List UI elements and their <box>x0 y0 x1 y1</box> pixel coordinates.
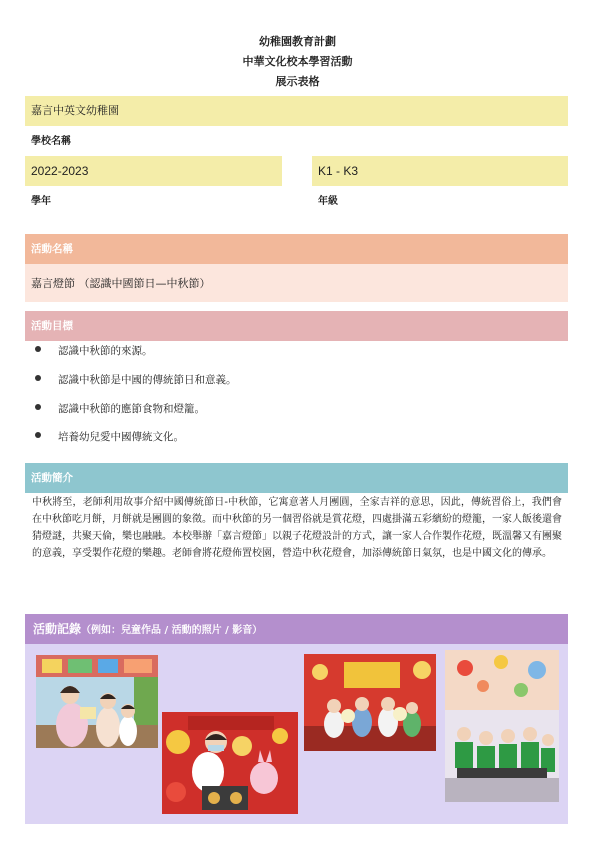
grade-label: 年級 <box>318 196 338 207</box>
record-header-subtext: （例如：兒童作品 / 活動的照片 / 影音） <box>81 625 263 636</box>
school-year-value: 2022-2023 <box>31 164 89 178</box>
school-name-field <box>25 96 568 126</box>
school-name-label: 學校名稱 <box>31 136 71 147</box>
activity-name-header <box>25 234 568 264</box>
activity-name-header-text: 活動名稱 <box>31 243 73 255</box>
children-group-photo-icon <box>445 650 559 802</box>
doc-title-line2: 中華文化校本學習活動 <box>242 55 353 68</box>
objectives-header <box>25 311 568 341</box>
objective-item: 培養幼兒愛中國傳統文化。 <box>58 431 184 443</box>
activity-name-value: 嘉言燈節 （認識中國節日—中秋節） <box>31 277 211 290</box>
grade-value: K1 - K3 <box>318 164 359 178</box>
intro-paragraph: 中秋將至，老師利用故事介紹中國傳統節日-中秋節，它寓意著人月團圓，全家吉祥的意思，因此，傳統習俗上，我們會在中秋節吃月餅，月餅就是團圓的象徵。而中秋節的另一個習俗就是賞花燈，四處掛滿五彩繽紛的燈籠，一家人飯後還會猜燈謎，共聚天倫，樂也融融。本校舉辦「嘉言燈節」以親子花燈設計的方式，讓一家人合作製作花燈，既溫馨又有團聚的意義，享受製作花燈的樂趣。老師會將花燈佈置校園，營造中秋花燈會，加添傳統節日氣氛，也是中國文化的傳承。 <box>32 497 562 559</box>
intro-header-text: 活動簡介 <box>31 472 73 484</box>
school-year-label: 學年 <box>31 196 51 207</box>
classroom-story-photo-icon <box>36 655 158 748</box>
doc-title-line3: 展示表格 <box>275 75 320 88</box>
bullet-icon <box>35 404 41 410</box>
school-year-field <box>25 156 282 186</box>
objective-item: 認識中秋節是中國的傳統節日和意義。 <box>58 374 237 386</box>
activity-name-field <box>25 264 568 302</box>
grade-field <box>312 156 568 186</box>
objective-item: 認識中秋節的應節食物和燈籠。 <box>58 403 205 415</box>
intro-header <box>25 463 568 493</box>
school-name-value: 嘉言中英文幼稚園 <box>31 104 119 117</box>
lantern-display-photo-icon <box>304 654 436 751</box>
lantern-craft-photo-icon <box>162 712 298 814</box>
bullet-icon <box>35 375 41 381</box>
record-header-text: 活動記錄 <box>33 622 82 636</box>
objective-item: 認識中秋節的來源。 <box>58 345 153 357</box>
objectives-header-text: 活動目標 <box>31 320 73 332</box>
doc-title-line1: 幼稚園教育計劃 <box>259 35 336 48</box>
bullet-icon <box>35 346 41 352</box>
bullet-icon <box>35 432 41 438</box>
record-header <box>25 614 568 644</box>
